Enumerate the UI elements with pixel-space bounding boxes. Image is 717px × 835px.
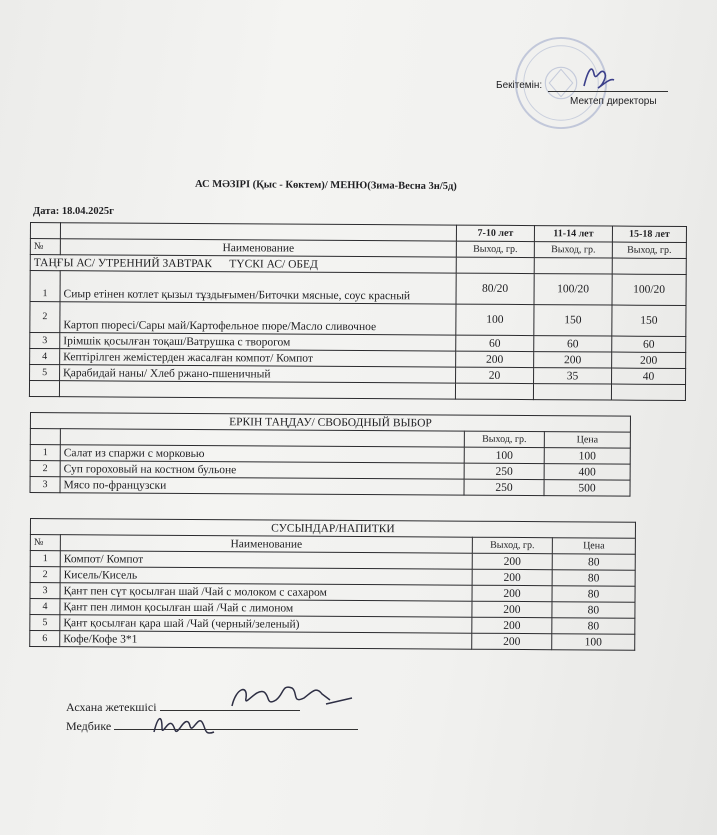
dish-price: 500: [544, 480, 630, 497]
dish-name: Суп гороховый на костном бульоне: [60, 461, 464, 479]
meal-section-label: ТАҢҒЫ АС/ УТРЕННИЙ ЗАВТРАК ТҮСКІ АС/ ОБЕД: [30, 255, 456, 274]
nurse-signature-icon: [150, 708, 220, 742]
yield-7-10: 20: [456, 367, 534, 383]
nurse-label: Медбике: [66, 719, 112, 733]
dish-name: Мясо по-французски: [60, 477, 464, 495]
drink-yield: 200: [472, 569, 552, 585]
drink-yield: 200: [472, 585, 552, 601]
dish-name: Сиыр етінен котлет қызыл тұздығымен/Биточки мясные, соус красный: [60, 271, 456, 304]
price-header: Цена: [552, 538, 635, 555]
age-group-11-14: 11-14 лет: [534, 226, 612, 242]
row-number: 2: [30, 461, 60, 477]
table-row: [30, 302, 686, 337]
table-row: [30, 477, 630, 497]
yield-7-10: 80/20: [456, 273, 534, 304]
row-number: 1: [30, 445, 60, 461]
drink-price: 80: [552, 618, 635, 635]
drink-name: Кисель/Кисель: [60, 567, 472, 586]
yield-11-14: 100/20: [534, 274, 612, 305]
num-header: №: [30, 535, 60, 551]
yield-header-11-14: Выход, гр.: [534, 242, 612, 258]
row-number: 1: [30, 551, 60, 567]
approval-label: Бекітемін:: [496, 80, 543, 91]
dish-name: Картоп пюресі/Сары май/Картофельное пюре/Масло сливочное: [60, 302, 456, 335]
main-menu-table: [29, 222, 687, 401]
yield-15-18: 200: [612, 352, 686, 368]
dish-name: Салат из спаржи с морковью: [60, 445, 464, 463]
name-header: Наименование: [60, 239, 456, 257]
free-choice-title: ЕРКІН ТАҢДАУ/ СВОБОДНЫЙ ВЫБОР: [30, 413, 630, 433]
chef-signature-icon: [226, 678, 366, 716]
page-title: АС МӘЗІРІ (Қыс - Көктем)/ МЕНЮ(Зима-Весна 3н/5д): [194, 178, 457, 193]
empty-row: [29, 381, 685, 401]
yield-header: Выход, гр.: [464, 431, 544, 447]
yield-7-10: 100: [456, 304, 534, 335]
yield-header-7-10: Выход, гр.: [456, 241, 534, 257]
drink-yield: 200: [472, 617, 552, 633]
num-header: №: [30, 239, 60, 255]
drink-yield: 200: [472, 633, 552, 649]
yield-15-18: 60: [612, 336, 686, 352]
director-signature-icon: [578, 60, 618, 94]
dish-yield: 250: [464, 479, 544, 495]
drinks-table: [29, 518, 636, 651]
drink-yield: 200: [472, 553, 552, 569]
yield-11-14: 150: [534, 305, 612, 336]
table-row: [30, 271, 686, 306]
drink-price: 80: [552, 602, 635, 619]
drink-price: 80: [552, 570, 635, 587]
yield-7-10: 200: [456, 351, 534, 367]
price-header: Цена: [544, 432, 630, 449]
dish-yield: 250: [464, 463, 544, 479]
yield-header: Выход, гр.: [472, 537, 552, 553]
free-choice-table: [30, 412, 631, 497]
yield-header-15-18: Выход, гр.: [612, 242, 686, 258]
drinks-title: СУСЫНДАР/НАПИТКИ: [30, 519, 635, 539]
yield-11-14: 60: [534, 336, 612, 352]
drink-name: Қант қосылған қара шай /Чай (черный/зеленый): [60, 615, 472, 634]
drink-price: 80: [552, 586, 635, 603]
drink-name: Қант пен сүт қосылған шай /Чай с молоком с сахаром: [60, 583, 472, 602]
drink-name: Қант пен лимон қосылған шай /Чай с лимоном: [60, 599, 472, 618]
dish-name: Қарабидай наны/ Хлеб ржано-пшеничный: [60, 365, 456, 383]
age-group-15-18: 15-18 лет: [612, 226, 686, 242]
dish-yield: 100: [464, 447, 544, 463]
drink-name: Кофе/Кофе 3*1: [60, 631, 472, 650]
row-number: 6: [30, 631, 60, 647]
yield-15-18: 40: [612, 368, 686, 384]
dish-name: Ірімшік қосылған тоқаш/Ватрушка с творогом: [60, 333, 456, 351]
name-header: Наименование: [60, 535, 472, 554]
chef-label: Асхана жетекшісі: [66, 700, 157, 714]
row-number: 2: [30, 567, 60, 583]
row-number: 3: [30, 477, 60, 493]
row-number: 4: [30, 599, 60, 615]
row-number: 2: [30, 302, 60, 333]
age-group-7-10: 7-10 лет: [456, 225, 534, 241]
row-number: 3: [30, 583, 60, 599]
drink-price: 100: [552, 634, 635, 651]
yield-15-18: 100/20: [612, 274, 686, 305]
row-number: 5: [30, 615, 60, 631]
drink-name: Компот/ Компот: [60, 551, 472, 570]
yield-11-14: 35: [534, 368, 612, 384]
row-number: 5: [30, 365, 60, 381]
dish-name: Кептірілген жемістерден жасалған компот/ Компот: [60, 349, 456, 367]
row-number: 4: [30, 349, 60, 365]
director-role: Мектеп директоры: [570, 96, 657, 107]
row-number: 1: [30, 271, 60, 302]
yield-11-14: 200: [534, 352, 612, 368]
dish-price: 400: [544, 464, 630, 481]
yield-15-18: 150: [612, 305, 686, 336]
drink-price: 80: [552, 554, 635, 571]
yield-7-10: 60: [456, 335, 534, 351]
dish-price: 100: [544, 448, 630, 465]
table-row: [30, 631, 635, 651]
menu-date: Дата: 18.04.2025г: [33, 206, 114, 217]
drink-yield: 200: [472, 601, 552, 617]
row-number: 3: [30, 333, 60, 349]
